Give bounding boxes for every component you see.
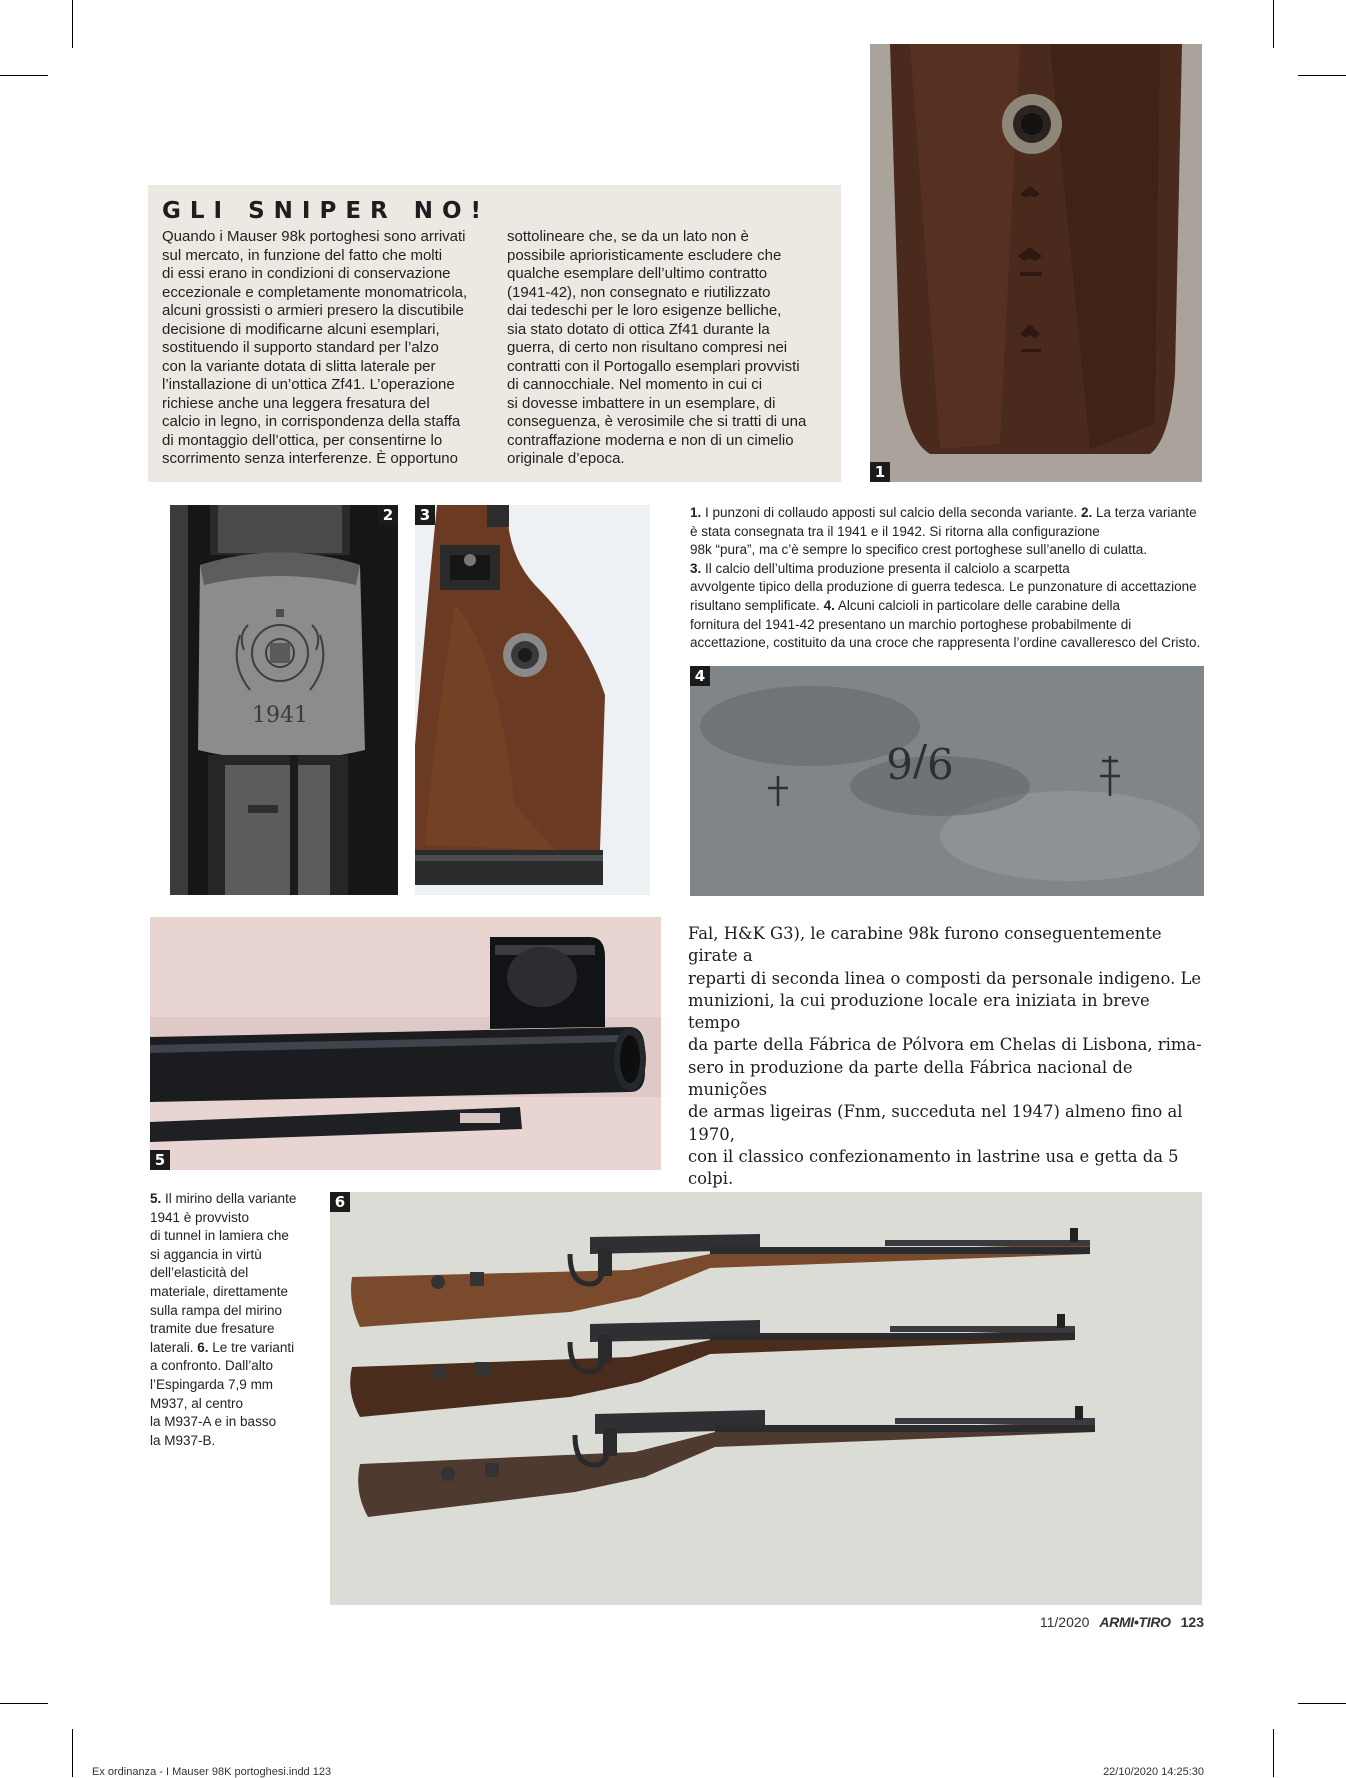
caption-number: 2. — [1081, 505, 1093, 520]
receiver-year-engraving: 1941 — [252, 703, 308, 728]
body-text: Fal, H&K G3), le carabine 98k furono conseguentemente girate a reparti di seconda linea o composti da personale indigeno. Le munizioni, la cui produzione locale era iniziata in breve tempo da parte della Fábrica de Pólvora em Chelas di Lisbona, rima- sero in produzione da parte della Fábrica nacional de munições de armas ligeiras (Fnm, succeduta nel 1947) almeno fino al 1970, con il classico confezionamento in lastrine usa e getta da 5 colpi. — [688, 924, 1202, 1189]
caption-text: I punzoni di collaudo apposti sul calcio della seconda variante. — [701, 505, 1082, 520]
crop-mark — [1273, 1729, 1274, 1777]
caption-5-6 — [150, 1190, 330, 1450]
caption-text: Alcuni calcioli in particolare delle carabine della fornitura del 1941-42 presentano un marchio portoghese probabilmente di accettazione, costituito da una croce che rappresenta l’ordine cavalleresco del Cristo. — [690, 597, 1201, 651]
caption-number: 1. — [690, 505, 702, 520]
crop-mark — [1298, 1703, 1346, 1704]
page-number: 123 — [1180, 1614, 1204, 1630]
sidebar-title: GLI SNIPER NO! — [162, 198, 491, 224]
photo-number-badge: 4 — [690, 666, 710, 686]
magazine-brand: ARMI•TIRO — [1099, 1614, 1171, 1630]
caption-1-4 — [690, 504, 1206, 653]
photo-2-receiver-crest — [170, 505, 398, 895]
caption-text: Il mirino della variante 1941 è provvisto di tunnel in lamiera che si aggancia in virtù dell’elasticità del materiale, direttamente sulla rampa del mirino tramite due fresature laterali. — [150, 1191, 297, 1355]
caption-number: 5. — [150, 1191, 162, 1206]
photo-5-front-sight — [150, 917, 661, 1170]
sidebar-column-right: sottolineare che, se da un lato non è possibile aprioristicamente escludere che qualche esemplare dell’ultimo contratto (1941-42), non consegnato e riutilizzato dai tedeschi per le loro esigenze belliche, sia stato dotato di ottica Zf41 durante la guerra, di certo non risultano compresi nei contratti con il Portogallo esemplari provvisti di cannocchiale. Nel momento in cui ci si dovesse imbattere in un esemplare, di conseguenza, è verosimile che si tratti di una contraffazione moderna e non di un cimelio originale d’epoca. — [507, 228, 807, 467]
crop-mark — [72, 1729, 73, 1777]
photo-number-badge: 3 — [415, 505, 435, 525]
crop-mark — [0, 75, 48, 76]
crop-mark — [72, 0, 73, 48]
caption-number: 4. — [823, 597, 835, 613]
caption-text: La terza variante è stata consegnata tra il 1941 e il 1942. Si ritorna alla configurazione 98k “pura”, ma c’è sempre lo specifico crest portoghese sull’anello di culatta. — [690, 505, 1197, 558]
sidebar-box — [148, 185, 841, 482]
photo-1-stock-proofmarks — [870, 44, 1202, 482]
crop-mark — [0, 1703, 48, 1704]
slug-filename: Ex ordinanza - I Mauser 98K portoghesi.indd 123 — [92, 1766, 332, 1778]
photo-number-badge: 2 — [378, 505, 398, 525]
photo-number-badge: 6 — [330, 1192, 350, 1212]
caption-number: 3. — [690, 560, 702, 576]
photo-3-stock-buttplate — [415, 505, 650, 895]
photo-6-three-rifles — [330, 1192, 1202, 1605]
crop-mark — [1273, 0, 1274, 48]
slug-timestamp: 22/10/2020 14:25:30 — [1103, 1766, 1204, 1778]
buttplate-stamp-text: 9/6 — [886, 738, 954, 787]
photo-4-buttplate-stamp — [690, 666, 1204, 896]
photo-number-badge: 1 — [870, 462, 890, 482]
caption-text: Le tre varianti a confronto. Dall’alto l’Espingarda 7,9 mm M937, al centro la M937-A e in basso la M937-B. — [150, 1339, 295, 1448]
issue-date: 11/2020 — [1039, 1614, 1090, 1630]
sidebar-column-left: Quando i Mauser 98k portoghesi sono arrivati sul mercato, in funzione del fatto che molti di essi erano in condizioni di conservazione eccezionale e completamente monomatricola, alcuni grossisti o armieri presero la discutibile decisione di modificarne alcuni esemplari, sostituendo il supporto standard per l’alzo con la variante dotata di slitta laterale per l’installazione di un’ottica Zf41. L’operazione richiese anche una leggera fresatura del calcio in legno, in corrispondenza della staffa di montaggio dell’ottica, per consentirne lo scorrimento senza interferenze. È opportuno — [162, 228, 468, 467]
page-footer — [1034, 1614, 1204, 1630]
photo-number-badge: 5 — [150, 1150, 170, 1170]
crop-mark — [1298, 75, 1346, 76]
caption-text: Il calcio dell’ultima produzione presenta il calciolo a scarpetta avvolgente tipico della produzione di guerra tedesca. Le punzonature di accettazione risultano semplificate. — [690, 560, 1197, 613]
caption-number: 6. — [197, 1339, 209, 1355]
